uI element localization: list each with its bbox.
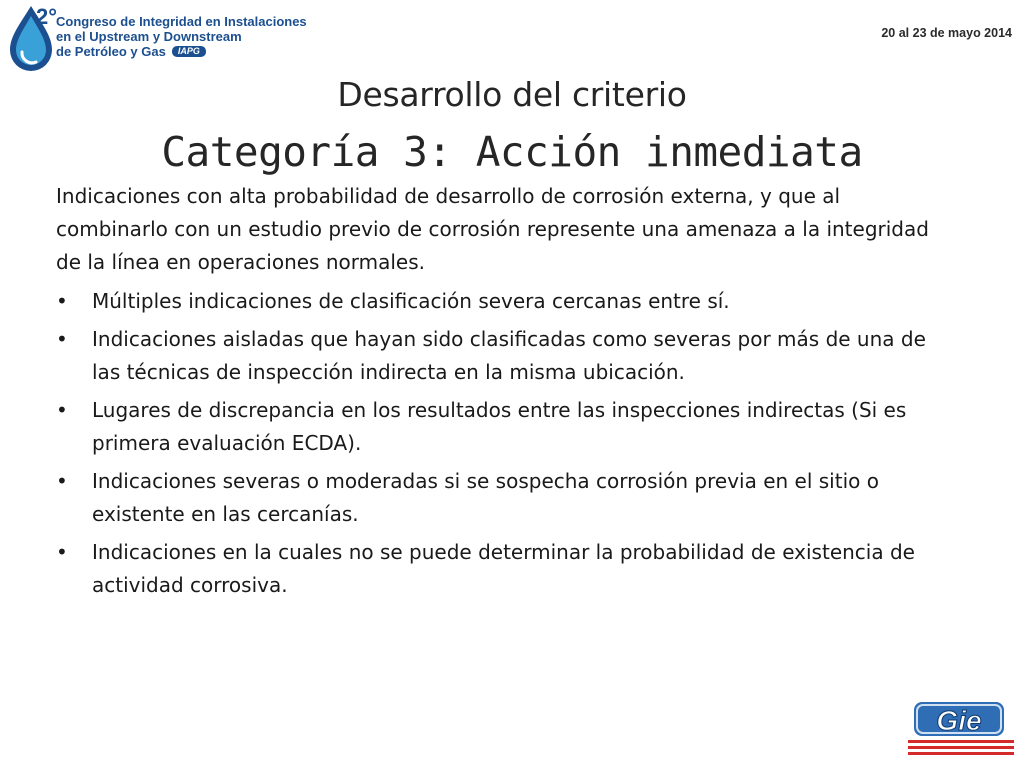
- list-item: [56, 465, 946, 531]
- gie-logo-text: Gie: [936, 705, 982, 736]
- slide-body: [56, 180, 946, 607]
- bullet-icon: •: [56, 398, 68, 422]
- congress-name-line3: de Petróleo y Gas: [56, 44, 166, 59]
- list-item-text: Indicaciones en la cuales no se puede determinar la probabilidad de existencia de actividad corrosiva.: [92, 540, 915, 597]
- list-item-text: Múltiples indicaciones de clasificación severa cercanas entre sí.: [92, 289, 730, 313]
- congress-name-line2: en el Upstream y Downstream: [56, 29, 242, 44]
- list-item: [56, 536, 946, 602]
- event-date: 20 al 23 de mayo 2014: [881, 26, 1012, 40]
- congress-name-line1: Congreso de Integridad en Instalaciones: [56, 14, 307, 29]
- list-item-text: Indicaciones aisladas que hayan sido clasificadas como severas por más de una de las técnicas de inspección indirecta en la misma ubicación.: [92, 327, 926, 384]
- congress-number: 2°: [36, 4, 56, 29]
- bullet-icon: •: [56, 469, 68, 493]
- congress-logo-drop-icon: [6, 2, 56, 74]
- intro-paragraph: Indicaciones con alta probabilidad de desarrollo de corrosión externa, y que al combinarlo con un estudio previo de corrosión represente una amenaza a la integridad de la línea en operaciones normales.: [56, 184, 929, 274]
- list-item: [56, 323, 946, 389]
- congress-name: [56, 14, 307, 59]
- list-item: [56, 394, 946, 460]
- iapg-badge: IAPG: [172, 46, 206, 57]
- bullet-icon: •: [56, 289, 68, 313]
- list-item: [56, 285, 946, 318]
- slide-header: [0, 0, 1024, 78]
- bullet-list: [56, 285, 946, 602]
- bullet-icon: •: [56, 540, 68, 564]
- list-item-text: Indicaciones severas o moderadas si se sospecha corrosión previa en el sitio o existente en las cercanías.: [92, 469, 879, 526]
- slide-title: Desarrollo del criterio: [337, 75, 687, 114]
- gie-logo: [908, 700, 1014, 756]
- list-item-text: Lugares de discrepancia en los resultados entre las inspecciones indirectas (Si es primera evaluación ECDA).: [92, 398, 907, 455]
- slide-subtitle: Categoría 3: Acción inmediata: [161, 128, 863, 176]
- bullet-icon: •: [56, 327, 68, 351]
